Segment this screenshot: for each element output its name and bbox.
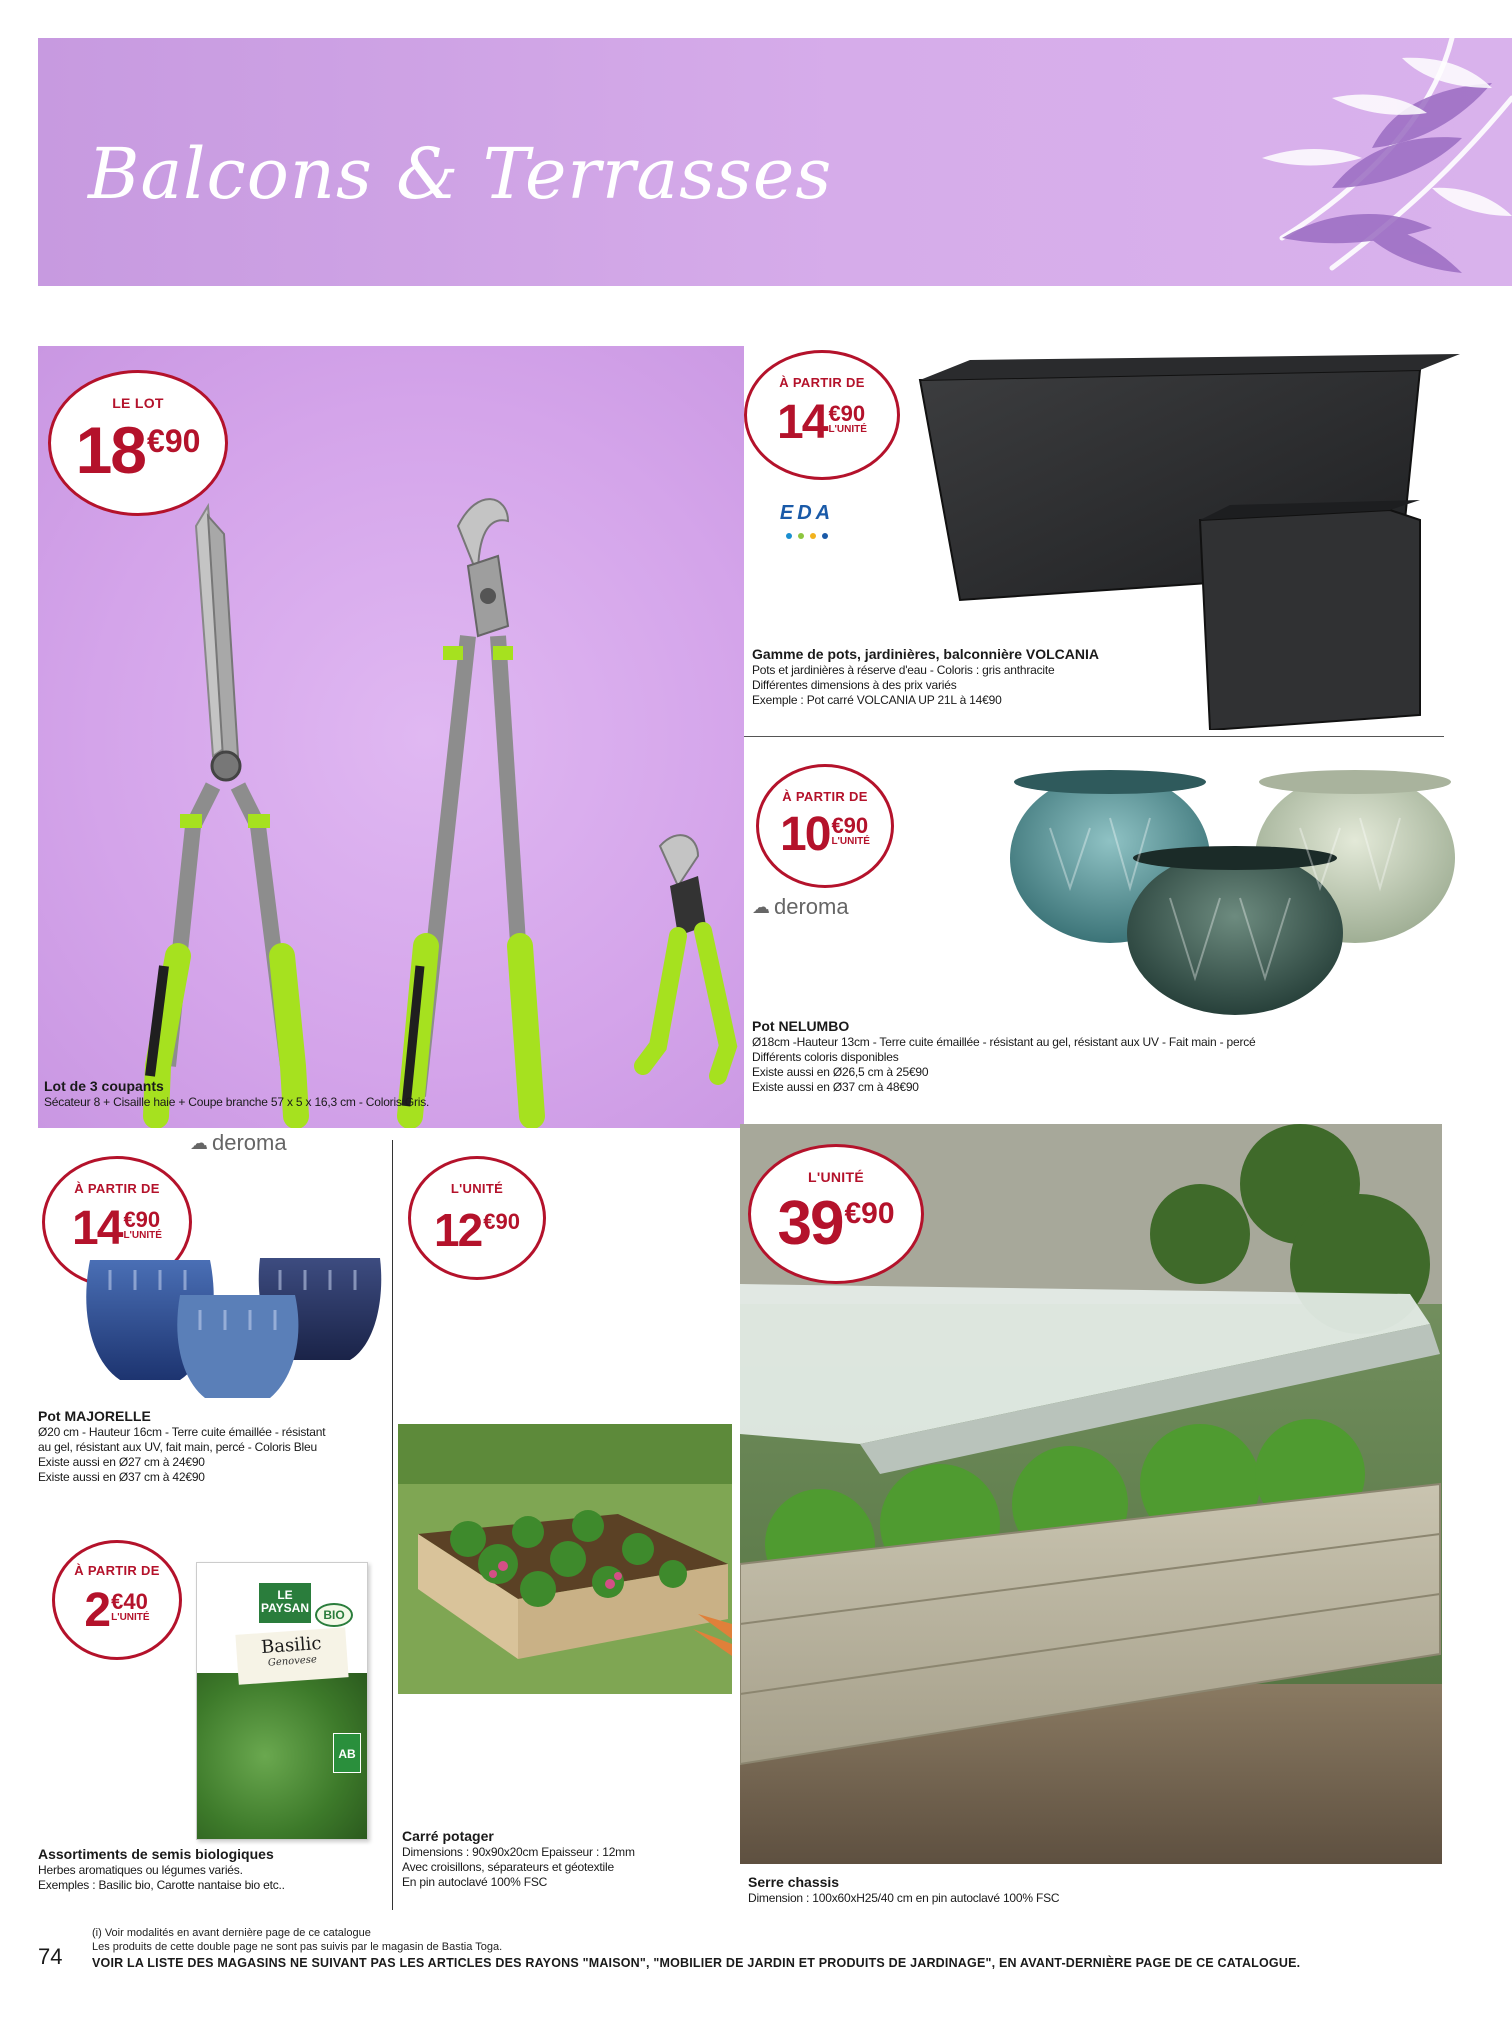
price-badge: [756, 764, 894, 888]
product-line: Dimension : 100x60xH25/40 cm en pin autoclavé 100% FSC: [748, 1891, 1060, 1905]
price-label: L'UNITÉ: [450, 1181, 504, 1196]
shears-description: [44, 1078, 724, 1110]
product-line: Existe aussi en Ø26,5 cm à 25€90: [752, 1065, 929, 1079]
price-cents: €90: [123, 1207, 161, 1232]
product-line: En pin autoclavé 100% FSC: [402, 1875, 548, 1889]
price-unit: L'UNITÉ: [828, 424, 867, 435]
price-unit: L'UNITÉ: [111, 1612, 150, 1623]
loppers-icon: [406, 499, 532, 1116]
price-cents: €90: [147, 423, 201, 459]
price-badge: [52, 1540, 182, 1660]
price-label: LE LOT: [112, 395, 164, 411]
carre-description: [402, 1828, 732, 1890]
product-line: Différentes dimensions à des prix variés: [752, 678, 957, 692]
price-label: À PARTIR DE: [74, 1563, 160, 1578]
price-badge: [48, 370, 228, 516]
packet-name: Basilic: [260, 1632, 323, 1659]
price-cents: €40: [111, 1589, 148, 1614]
section-divider: [744, 736, 1444, 737]
column-divider: [392, 1140, 393, 1910]
product-title: Pot NELUMBO: [752, 1018, 850, 1034]
majorelle-pots-photo: [80, 1250, 390, 1400]
footer-note: (i) Voir modalités en avant dernière page de ce catalogue: [92, 1927, 371, 1939]
deroma-swirl-icon: ☁: [752, 896, 770, 917]
product-title: Serre chassis: [748, 1874, 840, 1890]
price-integer: 14: [72, 1202, 122, 1255]
price-integer: 14: [777, 396, 827, 449]
packet-variety: Genovese: [267, 1654, 318, 1669]
shears-panel: [38, 346, 744, 1128]
packet-bio-badge: BIO: [315, 1603, 353, 1627]
price-value: [751, 1189, 921, 1258]
carre-potager-photo: [398, 1424, 732, 1694]
product-title: Assortiments de semis biologiques: [38, 1846, 274, 1862]
price-unit: L'UNITÉ: [831, 836, 870, 847]
brand-name: EDA: [779, 502, 835, 524]
price-unit: L'UNITÉ: [123, 1230, 162, 1241]
product-line: Ø20 cm - Hauteur 16cm - Terre cuite émaillée - résistant: [38, 1425, 326, 1439]
price-cents: €90: [844, 1197, 895, 1230]
hedge-shears-icon: [150, 506, 296, 1116]
product-line: Herbes aromatiques ou légumes variés.: [38, 1863, 243, 1877]
price-cents: €90: [483, 1209, 520, 1234]
seed-packet-photo: [196, 1562, 368, 1840]
product-line: Exemple : Pot carré VOLCANIA UP 21L à 14€90: [752, 693, 1002, 707]
price-value: [51, 413, 225, 487]
product-title: Pot MAJORELLE: [38, 1408, 151, 1424]
price-integer: 18: [75, 413, 146, 487]
packet-label: [235, 1627, 348, 1685]
price-cents: €90: [828, 401, 866, 426]
eda-logo: [752, 502, 862, 552]
price-integer: 10: [780, 808, 830, 861]
price-badge: [748, 1144, 924, 1284]
price-label: À PARTIR DE: [74, 1181, 160, 1196]
price-label: À PARTIR DE: [779, 375, 865, 390]
ab-logo-icon: AB: [333, 1733, 361, 1773]
price-value: [747, 396, 897, 449]
price-cents: €90: [831, 813, 869, 838]
price-badge: [408, 1156, 546, 1280]
price-value: [411, 1204, 543, 1256]
majorelle-description: [38, 1408, 388, 1485]
product-line: Exemples : Basilic bio, Carotte nantaise bio etc..: [38, 1878, 285, 1892]
secateur-icon: [643, 835, 728, 1076]
footer-note: Les produits de cette double page ne sont pas suivis par le magasin de Bastia Toga.: [92, 1941, 503, 1953]
deroma-logo: [752, 894, 849, 920]
header-banner: [38, 38, 1512, 286]
leaf-decoration-icon: [1032, 38, 1512, 286]
product-line: Sécateur 8 + Cisaille haie + Coupe branche 57 x 5 x 16,3 cm - Coloris Gris.: [44, 1095, 430, 1109]
product-line: au gel, résistant aux UV, fait main, percé - Coloris Bleu: [38, 1440, 317, 1454]
deroma-logo: [190, 1130, 287, 1156]
product-line: Dimensions : 90x90x20cm Epaisseur : 12mm: [402, 1845, 635, 1859]
price-label: À PARTIR DE: [782, 789, 868, 804]
product-line: Existe aussi en Ø37 cm à 48€90: [752, 1080, 919, 1094]
nelumbo-description: [752, 1018, 1472, 1095]
brand-name: deroma: [212, 1130, 287, 1155]
page-number: 74: [38, 1944, 63, 1969]
price-integer: 12: [434, 1204, 482, 1256]
serre-description: [748, 1874, 1448, 1906]
brand-name: deroma: [774, 894, 849, 919]
product-line: Existe aussi en Ø27 cm à 24€90: [38, 1455, 205, 1469]
price-integer: 39: [777, 1189, 843, 1258]
price-value: [45, 1202, 189, 1255]
product-title: Gamme de pots, jardinières, balconnière VOLCANIA: [752, 646, 1099, 662]
brand-dots-icon: [752, 533, 862, 539]
price-badge: [744, 350, 900, 480]
price-integer: 2: [84, 1584, 110, 1637]
product-title: Carré potager: [402, 1828, 494, 1844]
volcania-description: [752, 646, 1222, 708]
footer-notes: [92, 1926, 502, 1954]
product-line: Existe aussi en Ø37 cm à 42€90: [38, 1470, 205, 1484]
semis-description: [38, 1846, 398, 1893]
page-title: Balcons & Terrasses: [88, 133, 833, 215]
product-line: Ø18cm -Hauteur 13cm - Terre cuite émaillée - résistant au gel, résistant aux UV - Fait main - percé: [752, 1035, 1256, 1049]
price-value: [55, 1584, 179, 1637]
deroma-swirl-icon: ☁: [190, 1132, 208, 1153]
price-label: L'UNITÉ: [808, 1169, 864, 1185]
product-line: Pots et jardinières à réserve d'eau - Coloris : gris anthracite: [752, 663, 1055, 677]
price-value: [759, 808, 891, 861]
product-line: Différents coloris disponibles: [752, 1050, 899, 1064]
product-line: Avec croisillons, séparateurs et géotextile: [402, 1860, 614, 1874]
nelumbo-pots-photo: [1010, 768, 1455, 1018]
packet-brand: LE PAYSAN: [259, 1583, 311, 1623]
product-title: Lot de 3 coupants: [44, 1078, 164, 1094]
footer-warning: VOIR LA LISTE DES MAGASINS NE SUIVANT PAS LES ARTICLES DES RAYONS "MAISON", "MOBILIER DE JARDIN ET PRODUITS DE JARDINAGE", EN AVANT-DERNIÈRE PAGE DE CE CATALOGUE.: [92, 1956, 1301, 1970]
